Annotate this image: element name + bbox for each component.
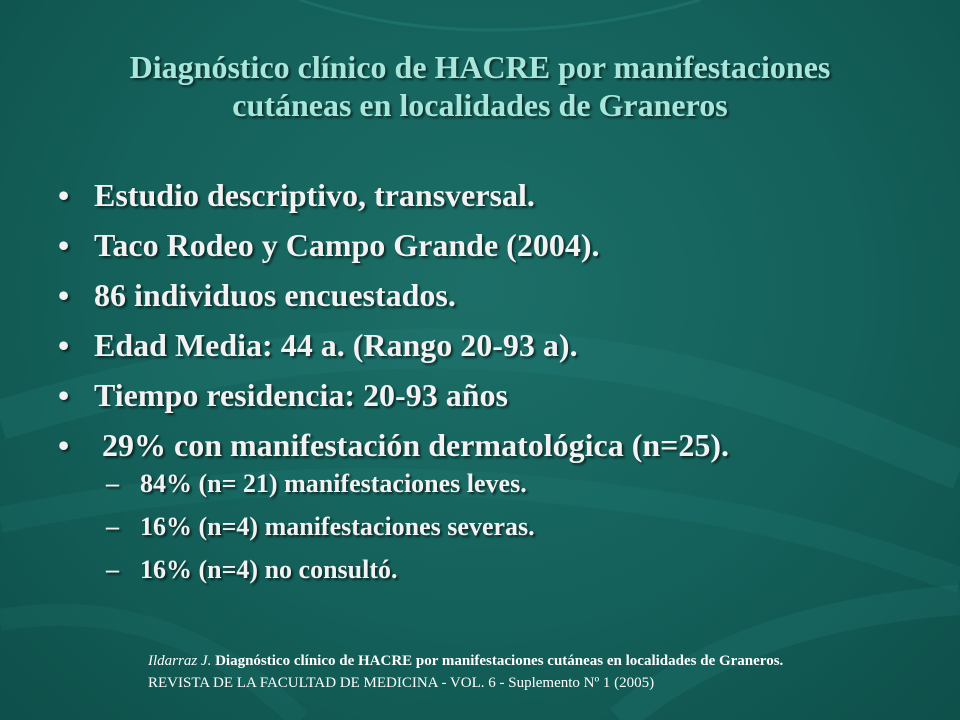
bullet-item (58, 220, 928, 270)
bullet-text: Tiempo residencia: 20-93 años (94, 377, 508, 413)
citation-line-1 (148, 650, 948, 672)
bullet-text: 86 individuos encuestados. (94, 277, 456, 313)
bullet-item (58, 370, 928, 420)
bullet-list (58, 170, 928, 470)
citation-title: Diagnóstico clínico de HACRE por manifestaciones cutáneas en localidades de Graneros. (215, 653, 784, 669)
bullet-icon: • (58, 377, 70, 413)
bullet-icon: • (58, 227, 70, 263)
sub-bullet-text: 16% (n=4) no consultó. (140, 555, 398, 584)
bullet-icon: • (58, 277, 70, 313)
title-line-1: Diagnóstico clínico de HACRE por manifestaciones (129, 49, 831, 85)
sub-bullet-item (106, 548, 926, 591)
bullet-text: Estudio descriptivo, transversal. (94, 177, 535, 213)
bullet-item (58, 320, 928, 370)
sub-bullet-item (106, 462, 926, 505)
sub-bullet-text: 84% (n= 21) manifestaciones leves. (140, 469, 527, 498)
sub-bullet-list (106, 462, 926, 591)
citation-journal: REVISTA DE LA FACULTAD DE MEDICINA - VOL. 6 - Suplemento Nº 1 (2005) (148, 675, 655, 691)
bullet-text: 29% con manifestación dermatológica (n=25). (94, 427, 730, 463)
bullet-item (58, 170, 928, 220)
bullet-text: Taco Rodeo y Campo Grande (2004). (94, 227, 600, 263)
bullet-text: Edad Media: 44 a. (Rango 20-93 a). (94, 327, 578, 363)
bullet-icon: • (58, 177, 70, 213)
bullet-item (58, 270, 928, 320)
slide-title (40, 48, 920, 124)
sub-bullet-item (106, 505, 926, 548)
title-line-2: cutáneas en localidades de Graneros (232, 87, 728, 123)
dash-icon: – (106, 512, 119, 541)
bullet-icon: • (58, 327, 70, 363)
sub-bullet-text: 16% (n=4) manifestaciones severas. (140, 512, 535, 541)
citation (148, 650, 948, 694)
bullet-icon: • (58, 427, 70, 463)
citation-author: Ildarraz J. (148, 653, 212, 669)
dash-icon: – (106, 555, 119, 584)
dash-icon: – (106, 469, 119, 498)
